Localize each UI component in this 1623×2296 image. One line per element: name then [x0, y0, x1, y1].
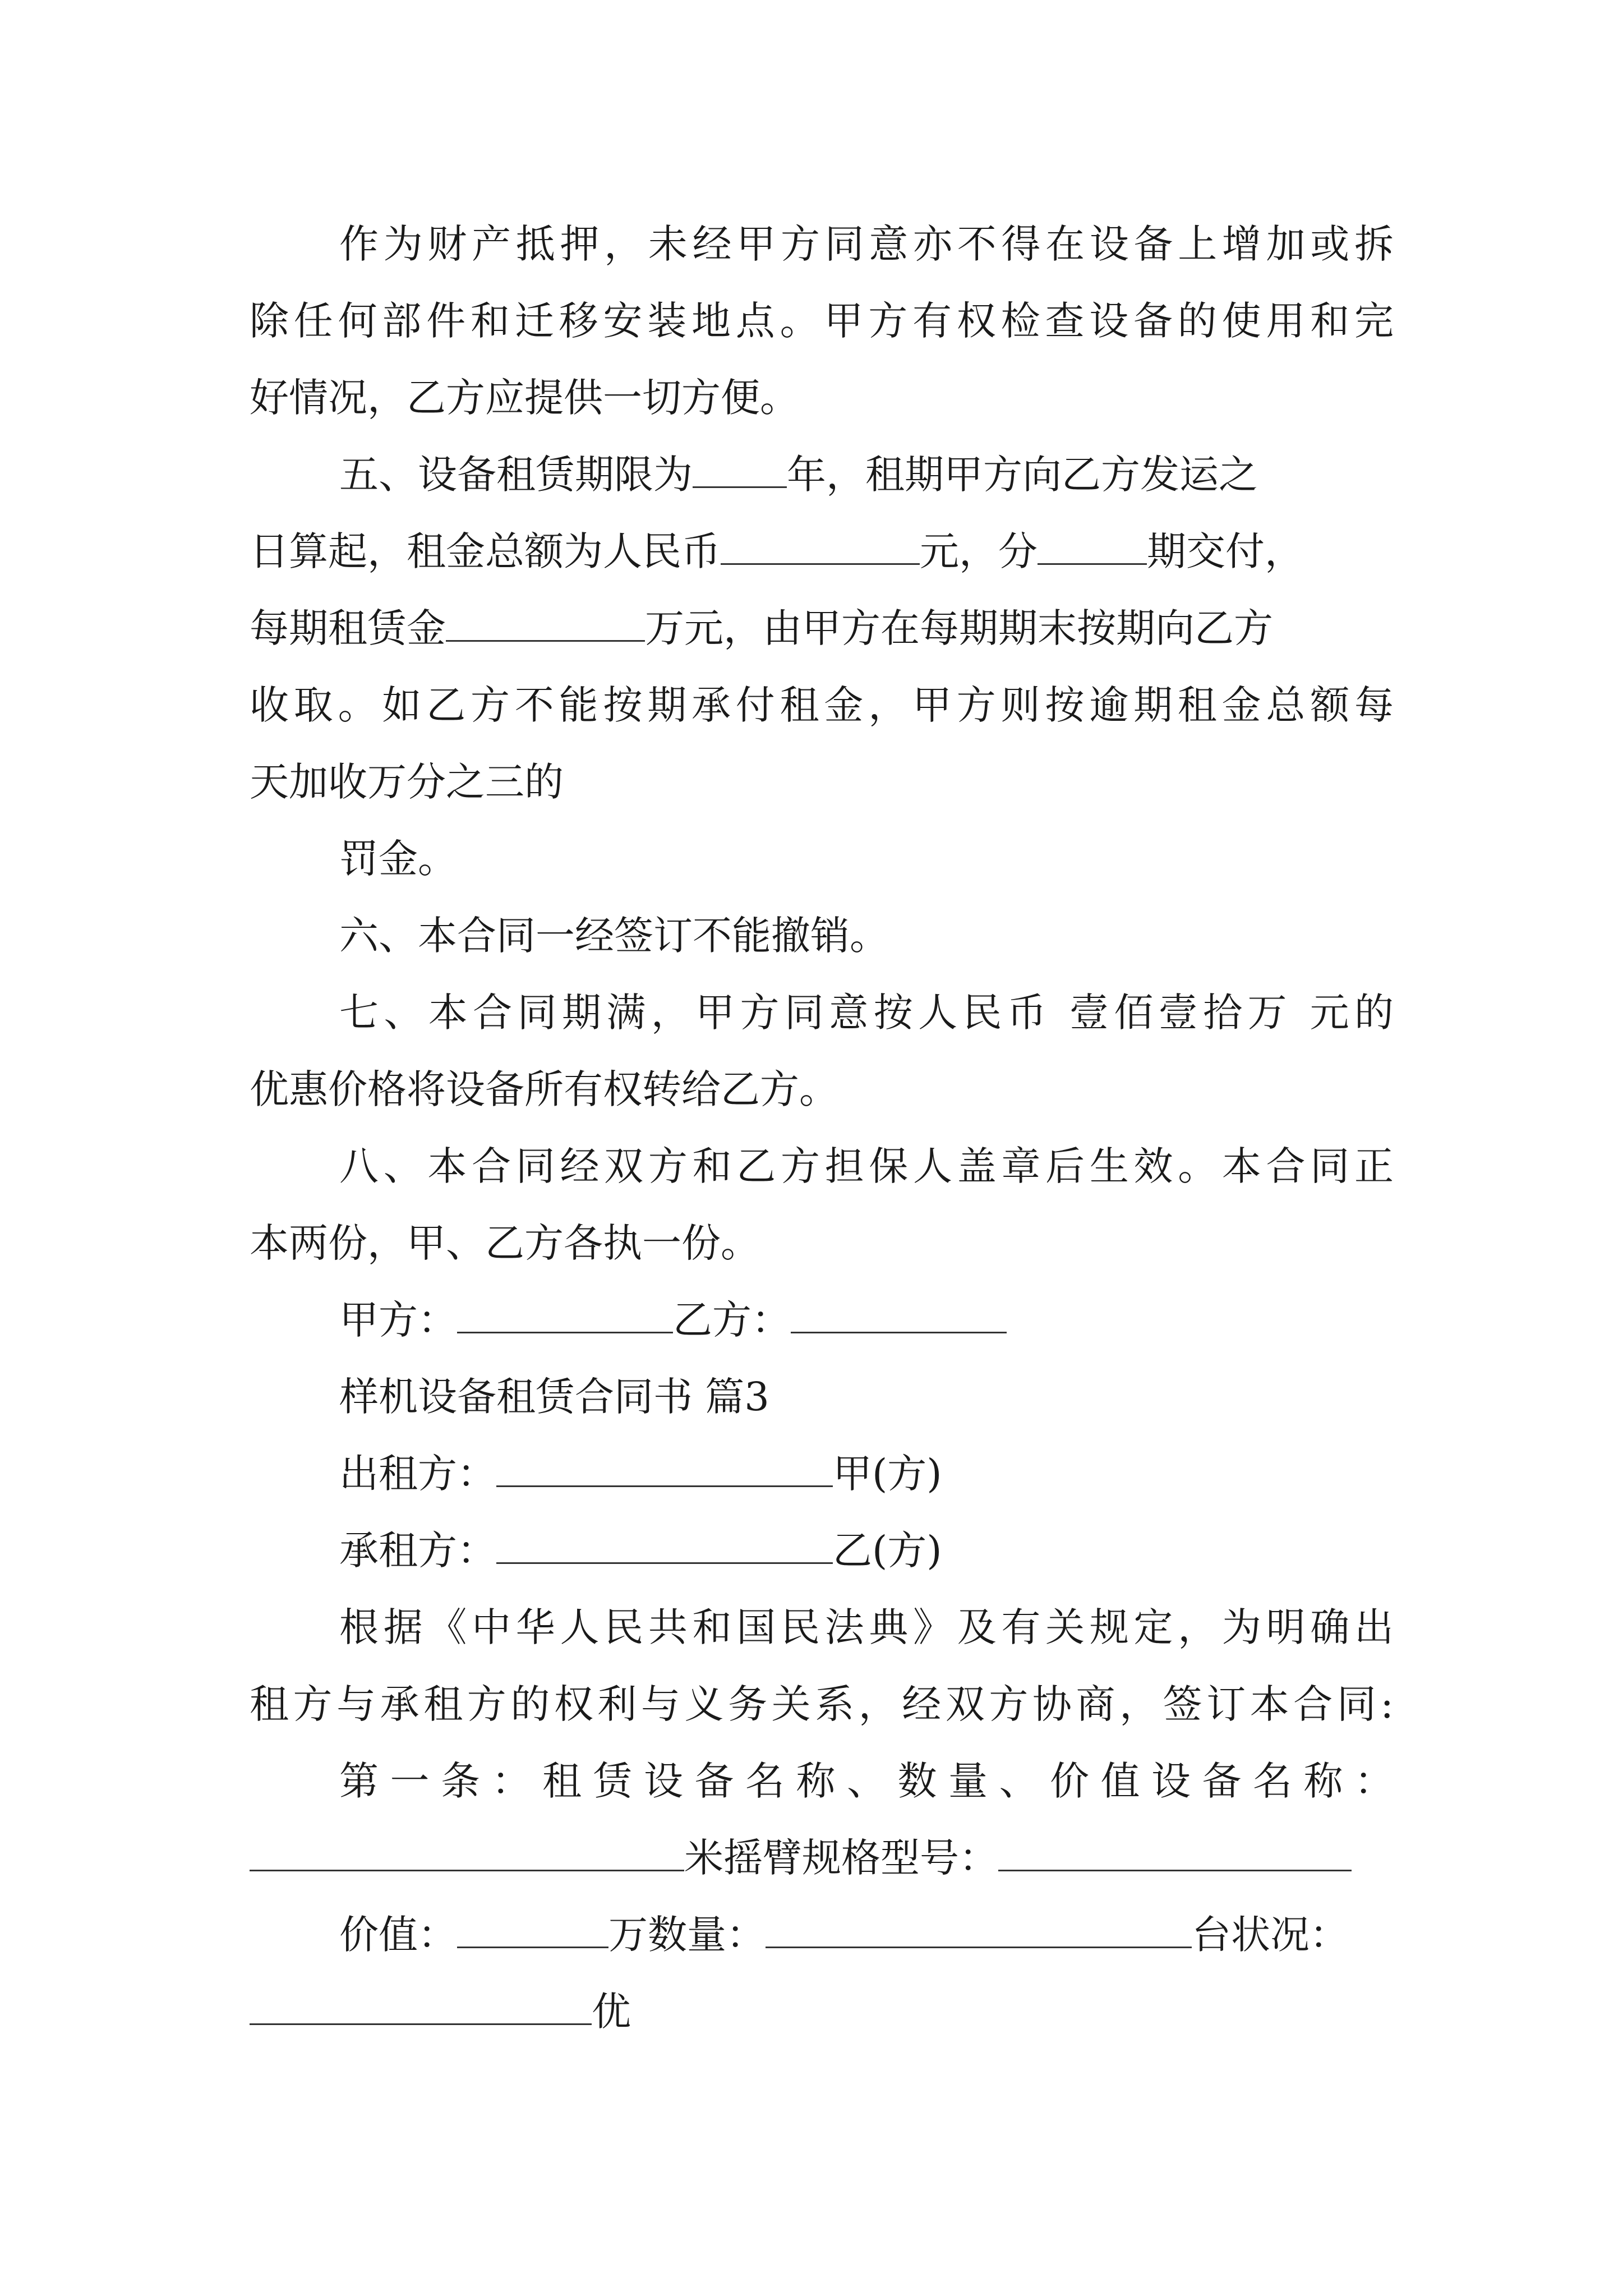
party-b-blank — [791, 1297, 1007, 1333]
line-text: 万元，由甲方在每期期末按期向乙方 — [645, 605, 1273, 651]
line-text: 每期租赁金 — [250, 605, 446, 651]
text-line-14 — [250, 1215, 760, 1271]
fill-blank — [693, 452, 787, 488]
value-blank — [457, 1912, 608, 1948]
line-text: 七、本合同期满，甲方同意按人民币 壹佰壹拾万 元的 — [339, 990, 1394, 1036]
text-line-10 — [339, 908, 889, 964]
lessee-label: 承租方： — [339, 1527, 496, 1573]
equipment-name-blank — [250, 1835, 684, 1871]
model-line — [250, 1830, 1352, 1886]
text-line-8 — [250, 754, 564, 810]
party-a-label: 甲方： — [339, 1297, 457, 1343]
line-text: 五、设备租赁期限为 — [339, 452, 693, 498]
heading-text: 样机设备租赁合同书 篇3 — [339, 1374, 769, 1420]
party-b-label: 乙方： — [673, 1297, 791, 1343]
text-line-3 — [250, 370, 799, 426]
line-text: 好情况，乙方应提供一切方便。 — [250, 375, 799, 421]
lessor-line — [339, 1446, 942, 1502]
line-text: 优惠价格将设备所有权转给乙方。 — [250, 1066, 838, 1112]
line-text: 除任何部件和迁移安装地点。甲方有权检查设备的使用和完 — [250, 298, 1394, 344]
text-line-5 — [250, 523, 1304, 579]
condition-line — [250, 1984, 631, 2040]
text-line-12 — [250, 1061, 838, 1117]
text-line-20 — [250, 1676, 1394, 1732]
text-line-21 — [339, 1753, 1394, 1809]
line-text: 天加收万分之三的 — [250, 759, 564, 805]
text-line-9 — [339, 831, 457, 887]
text-line-4 — [339, 447, 1258, 503]
condition-blank — [250, 1989, 592, 2025]
text-line-6 — [250, 600, 1273, 656]
line-text: 第一条：租赁设备名称、数量、价值设备名称： — [339, 1758, 1394, 1804]
signature-line — [339, 1292, 1007, 1348]
line-text: 年，租期甲方向乙方发运之 — [787, 452, 1258, 498]
quantity-blank — [766, 1912, 1192, 1948]
line-text: 期交付， — [1147, 528, 1304, 574]
line-text: 根据《中华人民共和国民法典》及有关规定，为明确出 — [339, 1604, 1394, 1650]
line-text: 租方与承租方的权利与义务关系，经双方协商，签订本合同: — [250, 1681, 1394, 1727]
lessor-suffix: 甲(方) — [833, 1451, 942, 1497]
line-text: 作为财产抵押，未经甲方同意亦不得在设备上增加或拆 — [339, 221, 1394, 267]
lessor-blank — [496, 1451, 833, 1487]
party-a-blank — [457, 1297, 673, 1333]
condition-label: 台状况： — [1192, 1912, 1349, 1958]
quantity-label: 万数量： — [608, 1912, 766, 1958]
model-blank — [998, 1835, 1352, 1871]
text-line-2 — [250, 293, 1394, 349]
text-line-13 — [339, 1138, 1394, 1194]
line-text: 罚金。 — [339, 836, 457, 882]
model-label: 米摇臂规格型号： — [684, 1835, 998, 1881]
lessee-suffix: 乙(方) — [833, 1527, 942, 1573]
line-text: 八、本合同经双方和乙方担保人盖章后生效。本合同正 — [339, 1143, 1394, 1189]
line-text: 本两份，甲、乙方各执一份。 — [250, 1220, 760, 1266]
lessee-blank — [496, 1527, 833, 1564]
line-text: 六、本合同一经签订不能撤销。 — [339, 913, 889, 959]
text-line-1 — [339, 216, 1394, 272]
line-text: 日算起，租金总额为人民币 — [250, 528, 721, 574]
section-heading — [339, 1369, 769, 1425]
lessor-label: 出租方： — [339, 1451, 496, 1497]
line-text: 收取。如乙方不能按期承付租金，甲方则按逾期租金总额每 — [250, 682, 1394, 728]
condition-text: 优 — [592, 1989, 631, 2035]
fill-blank — [1038, 528, 1147, 565]
fill-blank — [721, 528, 920, 565]
fill-blank — [446, 605, 645, 642]
text-line-19 — [339, 1599, 1394, 1655]
value-label: 价值： — [339, 1912, 457, 1958]
text-line-7 — [250, 677, 1394, 733]
lessee-line — [339, 1522, 942, 1579]
value-line — [339, 1907, 1349, 1963]
line-text: 元，分 — [920, 528, 1038, 574]
text-line-11 — [339, 984, 1394, 1041]
